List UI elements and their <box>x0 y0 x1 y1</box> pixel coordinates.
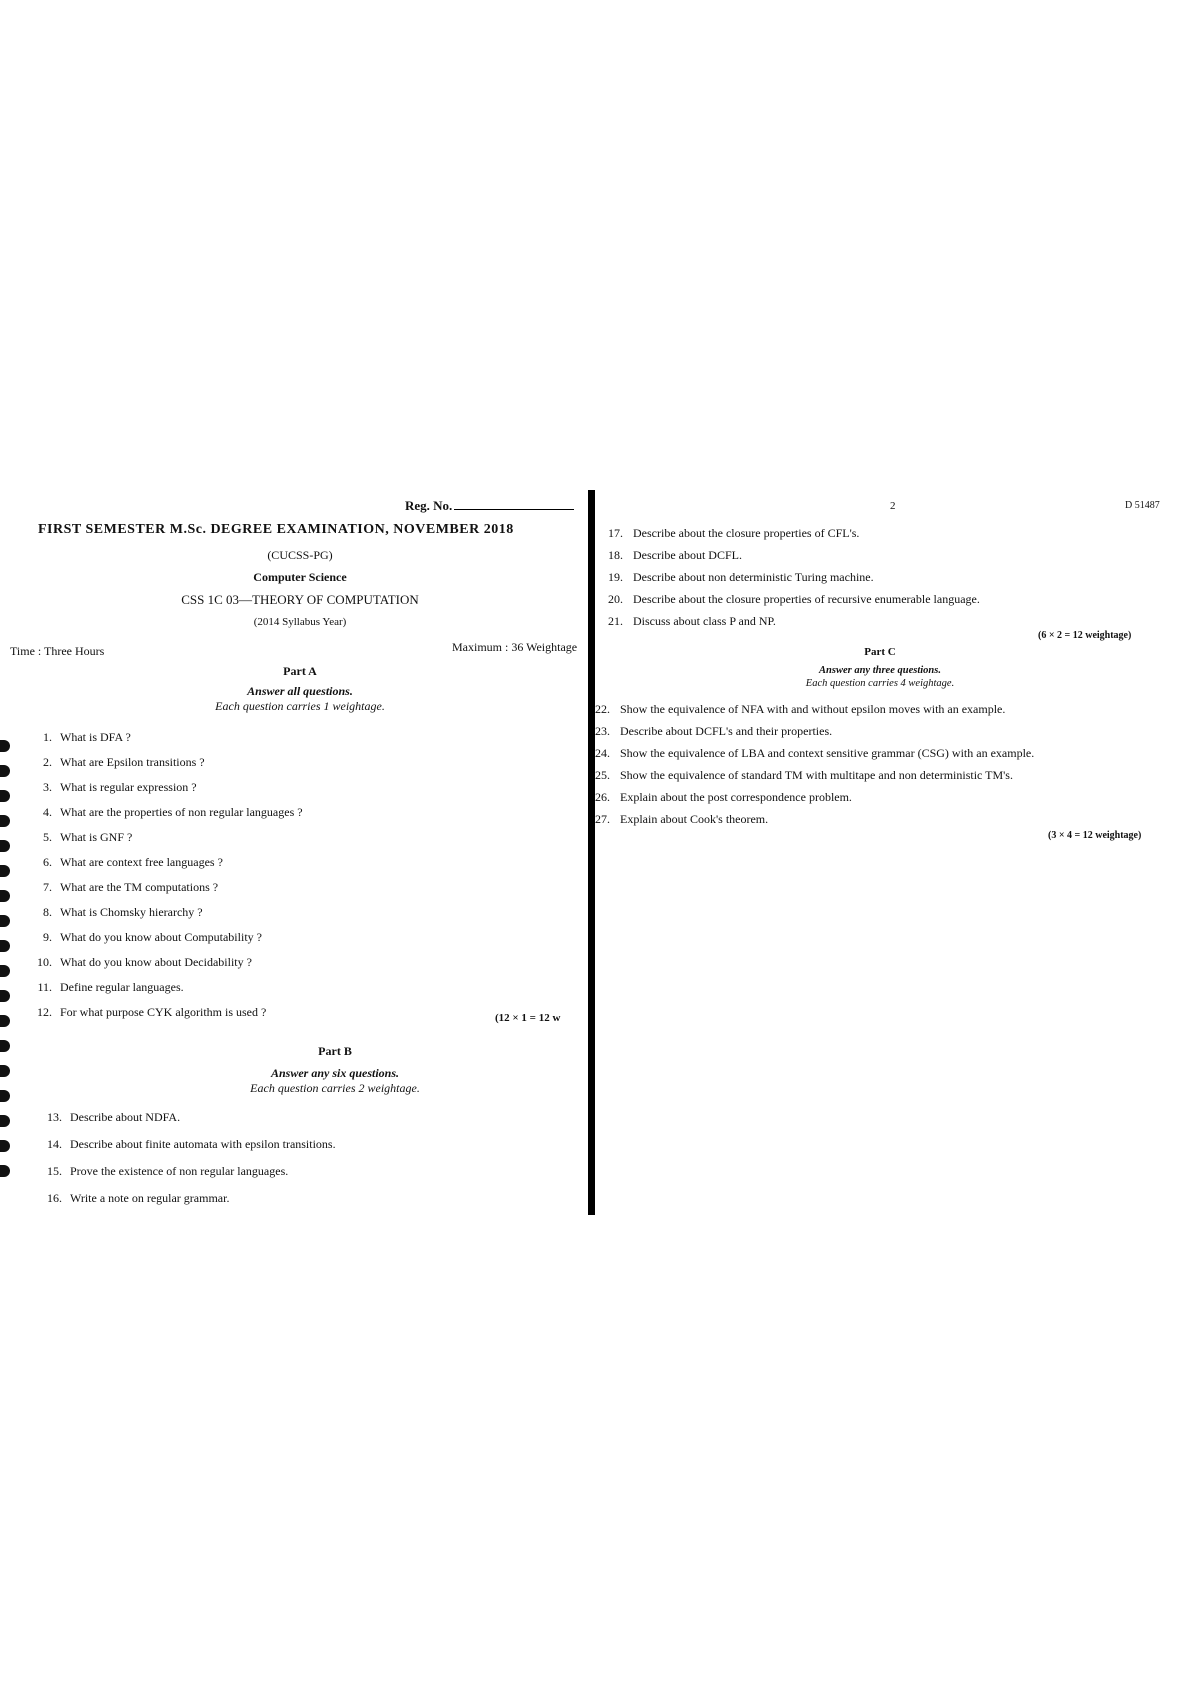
subject: Computer Science <box>253 570 347 584</box>
question-25: 25. Show the equivalence of standard TM with multitape and non deterministic TM's. <box>595 768 1013 782</box>
paper-code: D 51487 <box>1125 500 1160 511</box>
left-page <box>0 490 588 1215</box>
part-b-label: Part B <box>318 1044 352 1058</box>
part-a-instruction-1: Answer all questions. <box>247 684 353 698</box>
time-label: Time : Three Hours <box>10 644 105 658</box>
question-12: 12. For what purpose CYK algorithm is used ? <box>37 1005 267 1019</box>
exam-sheet <box>0 490 1200 1210</box>
question-27: 27. Explain about Cook's theorem. <box>595 812 769 826</box>
scheme: (CUCSS-PG) <box>267 548 333 562</box>
question-15: 15. Prove the existence of non regular languages. <box>47 1164 289 1178</box>
part-a-label: Part A <box>283 664 317 678</box>
maximum-weightage: Maximum : 36 Weightage <box>452 640 578 654</box>
question-7: 7. What are the TM computations ? <box>43 880 219 894</box>
question-11: 11. Define regular languages. <box>37 980 184 994</box>
question-6: 6. What are context free languages ? <box>43 855 223 869</box>
part-a-weightage: (12 × 1 = 12 w <box>495 1012 561 1024</box>
question-10: 10. What do you know about Decidability ? <box>37 955 252 969</box>
question-16: 16. Write a note on regular grammar. <box>47 1191 230 1205</box>
question-5: 5. What is GNF ? <box>43 830 133 844</box>
question-1: 1. What is DFA ? <box>43 730 131 744</box>
course-title: CSS 1C 03—THEORY OF COMPUTATION <box>181 592 419 607</box>
question-19: 19. Describe about non deterministic Turing machine. <box>608 570 874 584</box>
reg-no: Reg. No. <box>405 498 574 514</box>
part-c-label: Part C <box>864 646 896 658</box>
syllabus-year: (2014 Syllabus Year) <box>253 616 347 628</box>
question-24: 24. Show the equivalence of LBA and context sensitive grammar (CSG) with an example. <box>595 746 1035 760</box>
question-9: 9. What do you know about Computability ? <box>43 930 262 944</box>
question-17: 17. Describe about the closure properties of CFL's. <box>608 526 860 540</box>
part-b-instruction-2: Each question carries 2 weightage. <box>250 1081 420 1095</box>
question-14: 14. Describe about finite automata with epsilon transitions. <box>47 1137 336 1151</box>
part-c-instruction-1: Answer any three questions. <box>819 665 941 676</box>
part-c-instruction-2: Each question carries 4 weightage. <box>805 678 955 689</box>
page-number: 2 <box>890 500 896 512</box>
exam-title: FIRST SEMESTER M.Sc. DEGREE EXAMINATION, NOVEMBER 2018 <box>38 522 514 537</box>
part-c-weightage: (3 × 4 = 12 weightage) <box>1048 830 1142 841</box>
question-13: 13. Describe about NDFA. <box>47 1110 181 1124</box>
question-2: 2. What are Epsilon transitions ? <box>43 755 205 769</box>
question-4: 4. What are the properties of non regular languages ? <box>43 805 303 819</box>
question-20: 20. Describe about the closure properties of recursive enumerable language. <box>608 592 980 606</box>
part-b-instruction-1: Answer any six questions. <box>270 1066 400 1080</box>
question-26: 26. Explain about the post correspondence problem. <box>595 790 852 804</box>
question-23: 23. Describe about DCFL's and their properties. <box>595 724 833 738</box>
question-22: 22. Show the equivalence of NFA with and without epsilon moves with an example. <box>595 702 1006 716</box>
question-8: 8. What is Chomsky hierarchy ? <box>43 905 203 919</box>
question-18: 18. Describe about DCFL. <box>608 548 742 562</box>
part-a-instruction-2: Each question carries 1 weightage. <box>215 699 385 713</box>
question-21: 21. Discuss about class P and NP. <box>608 614 776 628</box>
page-divider <box>588 490 595 1215</box>
question-3: 3. What is regular expression ? <box>43 780 197 794</box>
right-page <box>595 490 1200 1215</box>
part-b-weightage: (6 × 2 = 12 weightage) <box>1038 630 1132 641</box>
